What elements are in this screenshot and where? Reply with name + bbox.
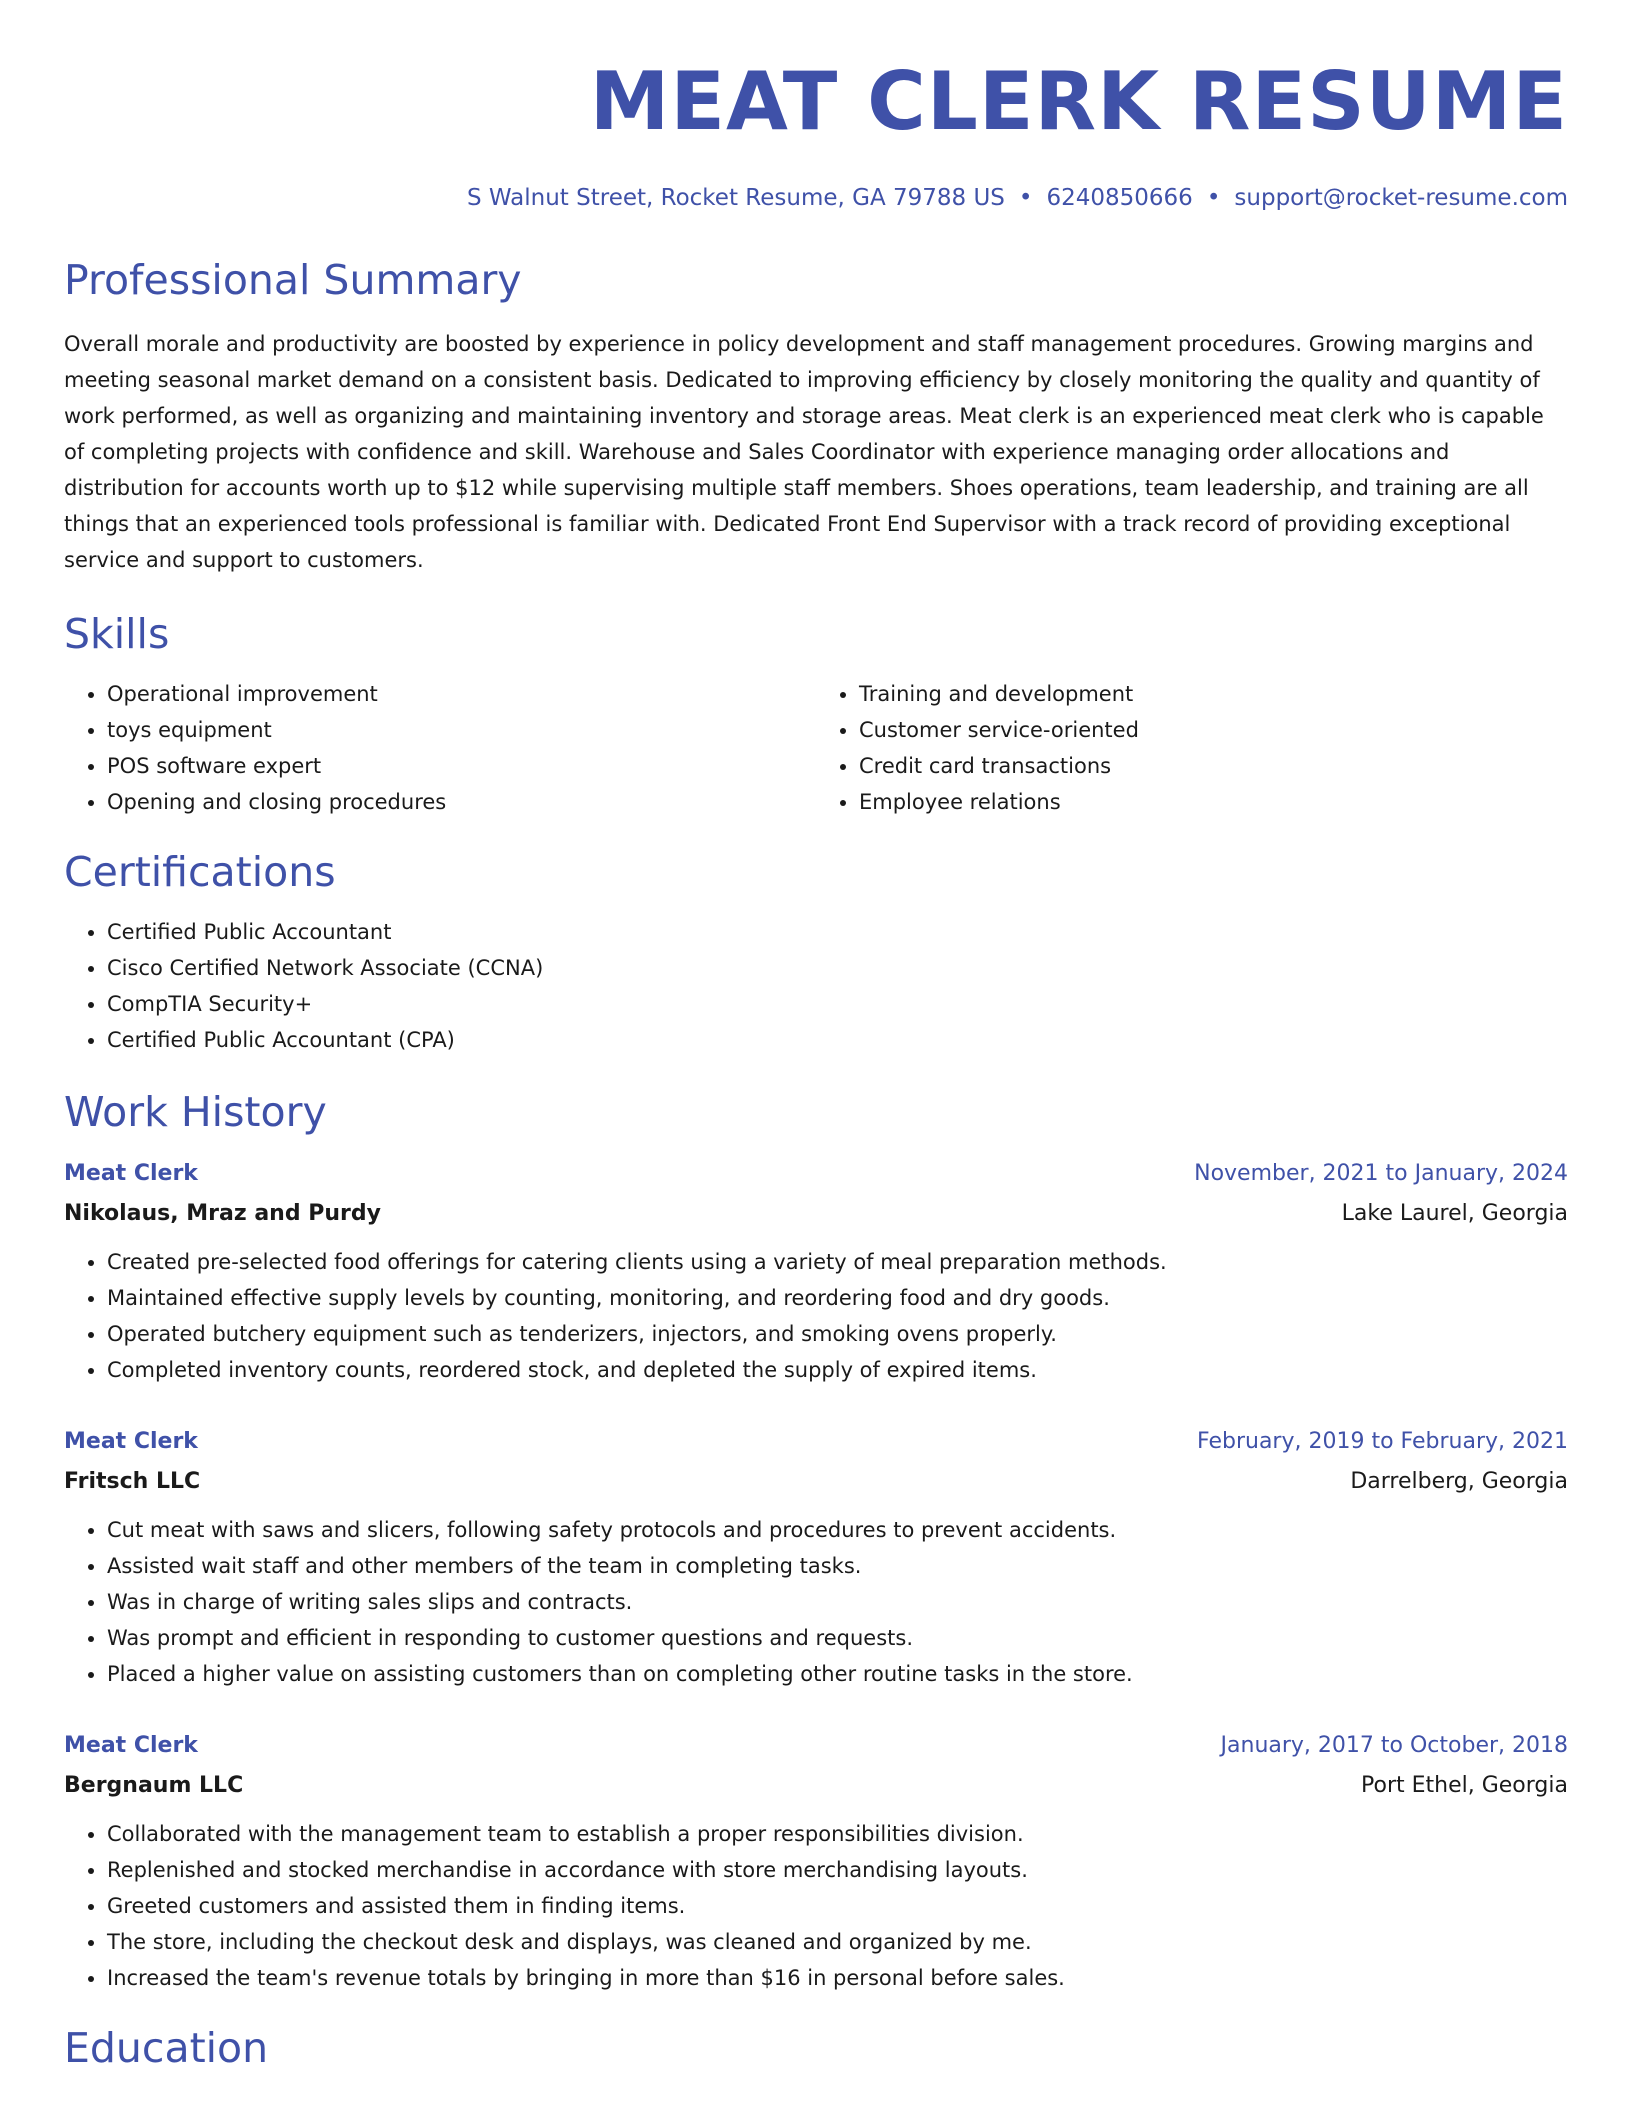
skill-item: • Operational improvement [107, 676, 816, 712]
job-bullets [64, 1244, 1568, 1388]
job-title: Meat Clerk [64, 1733, 198, 1758]
skills-column-right [816, 676, 1568, 820]
skill-item: • Credit card transactions [859, 748, 1568, 784]
job-entry [64, 1422, 1568, 1692]
job-header-row [64, 1422, 1568, 1462]
job-location: Darrelberg, Georgia [1350, 1469, 1568, 1494]
contact-separator: • [1206, 185, 1221, 211]
job-header-row [64, 1726, 1568, 1766]
job-company-row [64, 1194, 1568, 1234]
job-dates: February, 2019 to February, 2021 [1197, 1429, 1568, 1454]
certifications-heading: Certifications [64, 848, 336, 896]
skill-item: • Employee relations [859, 784, 1568, 820]
contact-line [64, 182, 1568, 214]
skill-item: • Opening and closing procedures [107, 784, 816, 820]
job-company: Nikolaus, Mraz and Purdy [64, 1201, 381, 1226]
certification-item: • Certified Public Accountant (CPA) [107, 1022, 1568, 1058]
job-bullet: • Was in charge of writing sales slips and contracts. [107, 1584, 1568, 1620]
job-location: Port Ethel, Georgia [1361, 1773, 1568, 1798]
job-bullet: • Greeted customers and assisted them in finding items. [107, 1888, 1568, 1924]
job-bullet: • Assisted wait staff and other members of the team in completing tasks. [107, 1548, 1568, 1584]
contact-separator: • [1018, 185, 1033, 211]
job-company: Fritsch LLC [64, 1469, 201, 1494]
job-bullet: • Collaborated with the management team to establish a proper responsibilities division. [107, 1816, 1568, 1852]
job-bullets [64, 1816, 1568, 1996]
contact-address: S Walnut Street, Rocket Resume, GA 79788 US [466, 185, 1005, 211]
skills-list-right [816, 676, 1568, 820]
contact-phone: 6240850666 [1046, 185, 1193, 211]
skill-item: • Customer service-oriented [859, 712, 1568, 748]
job-title: Meat Clerk [64, 1161, 198, 1186]
job-bullets [64, 1512, 1568, 1692]
job-company-row [64, 1766, 1568, 1806]
certification-item: • CompTIA Security+ [107, 986, 1568, 1022]
education-heading: Education [64, 2024, 269, 2072]
job-header-row [64, 1154, 1568, 1194]
work-history-heading: Work History [64, 1088, 327, 1136]
job-entry [64, 1726, 1568, 1996]
skill-item: • toys equipment [107, 712, 816, 748]
job-bullet: • Completed inventory counts, reordered stock, and depleted the supply of expired items. [107, 1352, 1568, 1388]
job-bullet: • Created pre-selected food offerings for catering clients using a variety of meal preparation methods. [107, 1244, 1568, 1280]
summary-text: Overall morale and productivity are boosted by experience in policy development and staff management procedures. Growing margins and meeting seasonal market demand on a consistent basis. Dedicated to improving efficiency by closely monitoring the quality and quantity of work performed, as well as organizing and maintaining inventory and storage areas. Meat clerk is an experienced meat clerk who is capable of completing projects with confidence and skill. Warehouse and Sales Coordinator with experience managing order allocations and distribution for accounts worth up to $12 while supervising multiple staff members. Shoes operations, team leadership, and training are all things that an experienced tools professional is familiar with. Dedicated Front End Supervisor with a track record of providing exceptional service and support to customers. [64, 332, 1544, 572]
job-dates: November, 2021 to January, 2024 [1194, 1161, 1568, 1186]
job-dates: January, 2017 to October, 2018 [1220, 1733, 1568, 1758]
skill-item: • POS software expert [107, 748, 816, 784]
certification-item: • Certified Public Accountant [107, 914, 1568, 950]
skills-grid [64, 676, 1568, 820]
job-location: Lake Laurel, Georgia [1341, 1201, 1568, 1226]
job-company-row [64, 1462, 1568, 1502]
job-bullet: • Cut meat with saws and slicers, following safety protocols and procedures to prevent accidents. [107, 1512, 1568, 1548]
certification-item: • Cisco Certified Network Associate (CCNA) [107, 950, 1568, 986]
certifications-list [64, 914, 1568, 1058]
skills-list-left [64, 676, 816, 820]
job-bullet: • Replenished and stocked merchandise in accordance with store merchandising layouts. [107, 1852, 1568, 1888]
job-bullet: • The store, including the checkout desk and displays, was cleaned and organized by me. [107, 1924, 1568, 1960]
contact-email[interactable]: support@rocket-resume.com [1234, 185, 1568, 211]
skills-column-left [64, 676, 816, 820]
job-company: Bergnaum LLC [64, 1773, 244, 1798]
job-entry [64, 1154, 1568, 1388]
job-bullet: • Placed a higher value on assisting customers than on completing other routine tasks in the store. [107, 1656, 1568, 1692]
summary-heading: Professional Summary [64, 256, 522, 304]
skill-item: • Training and development [859, 676, 1568, 712]
job-bullet: • Operated butchery equipment such as tenderizers, injectors, and smoking ovens properly. [107, 1316, 1568, 1352]
job-bullet: • Was prompt and efficient in responding to customer questions and requests. [107, 1620, 1568, 1656]
job-bullet: • Increased the team's revenue totals by bringing in more than $16 in personal before sales. [107, 1960, 1568, 1996]
job-bullet: • Maintained effective supply levels by counting, monitoring, and reordering food and dry goods. [107, 1280, 1568, 1316]
skills-heading: Skills [64, 610, 170, 658]
resume-title: MEAT CLERK RESUME [589, 55, 1568, 148]
job-title: Meat Clerk [64, 1429, 198, 1454]
